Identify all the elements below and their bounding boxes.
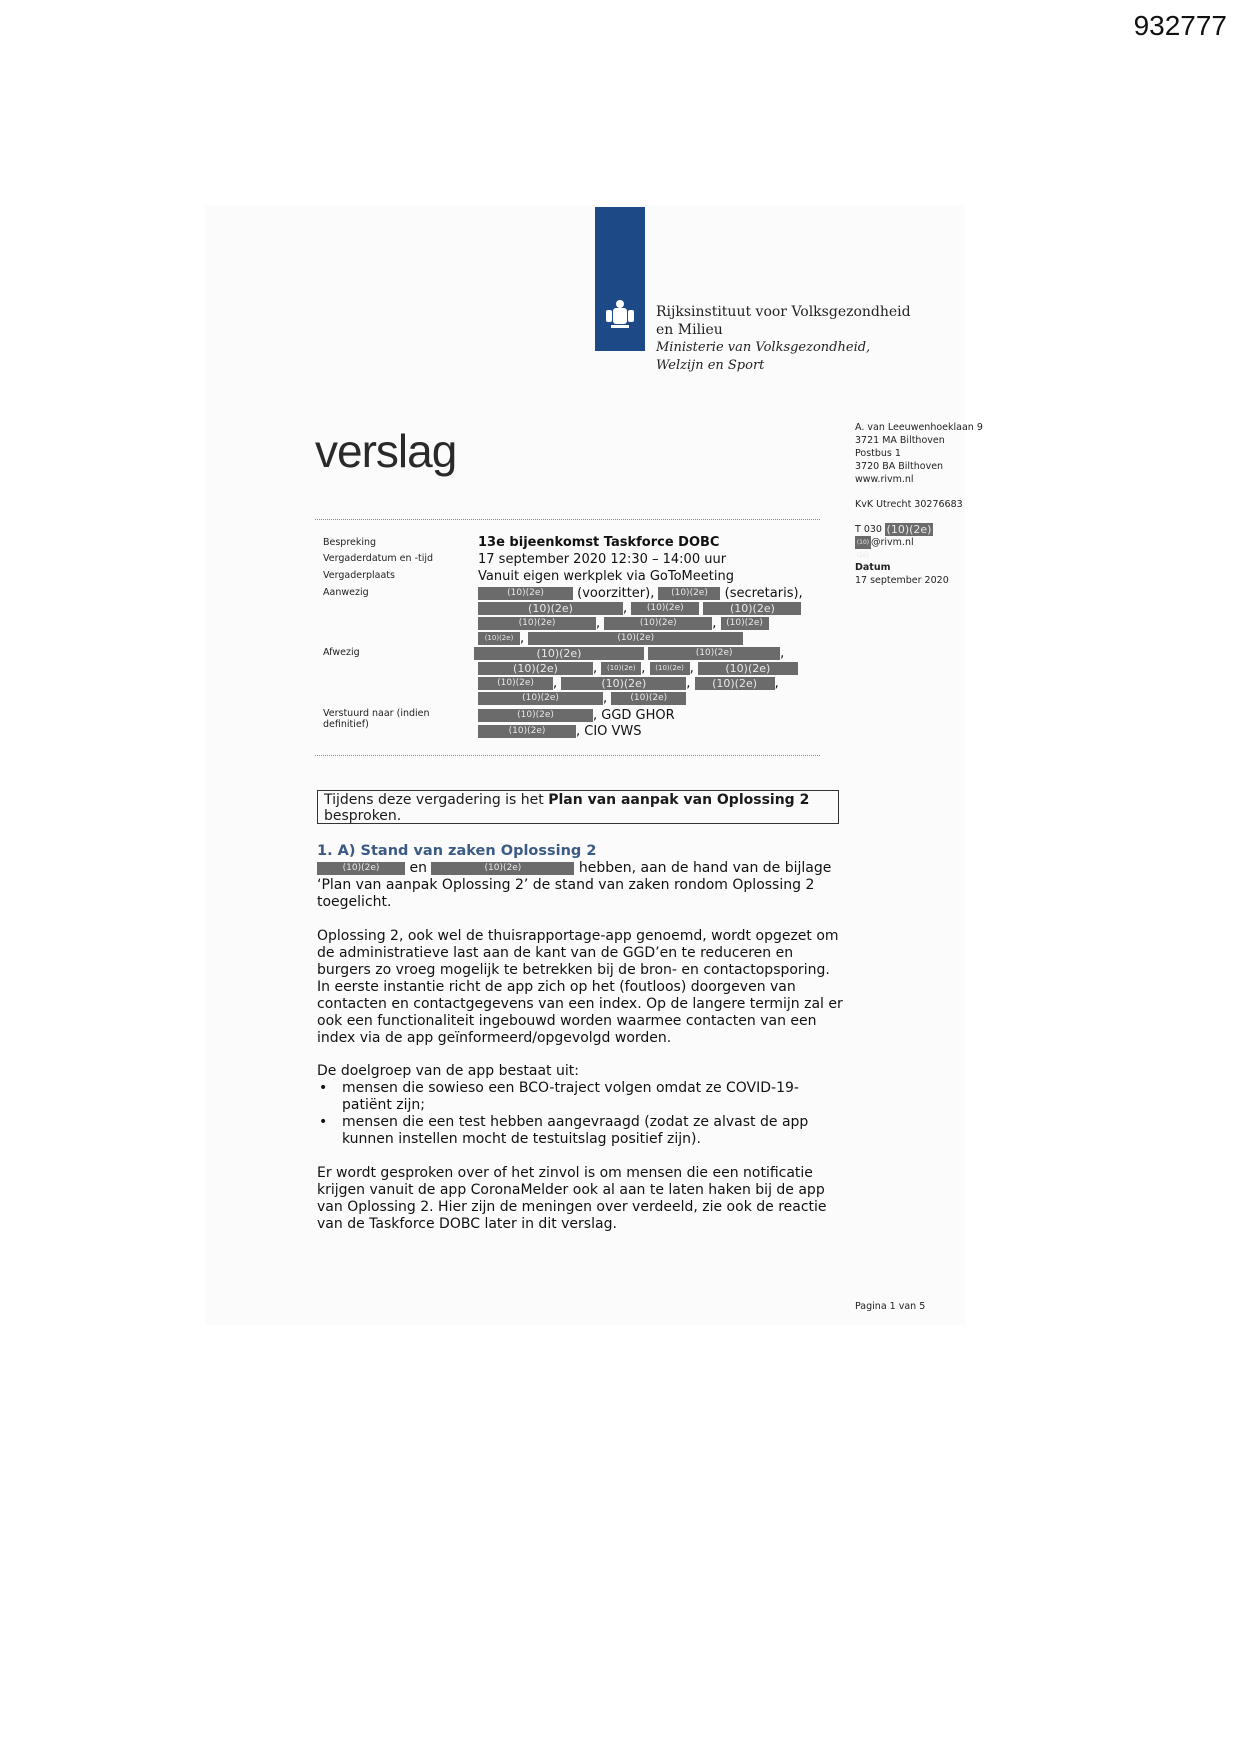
- list-item: • mensen die een test hebben aangevraagd (zodat ze alvast de app kunnen instellen mocht de testuitslag positief zijn).: [317, 1114, 847, 1148]
- redaction-block: (10)(2e): [478, 662, 593, 675]
- absent-row: [474, 646, 784, 661]
- attendees-row: [478, 631, 743, 646]
- comma: ,: [623, 601, 628, 616]
- address-line: www.rivm.nl: [855, 474, 914, 485]
- comma: ,: [593, 661, 598, 676]
- inline-text: hebben, aan de hand van de bijlage: [578, 860, 832, 876]
- label-verstuurd: Verstuurd naar (indien definitief): [323, 708, 430, 730]
- datum-label: Datum: [855, 562, 891, 573]
- redaction-block: (10)(2e): [886, 523, 932, 536]
- comma: ,: [712, 616, 717, 631]
- attendees-row: [478, 616, 769, 631]
- divider: [315, 755, 820, 756]
- paragraph-4: Er wordt gesproken over of het zinvol is om mensen die een notificatie krijgen vanuit de app CoronaMelder ook al aan te laten haken bij de app van Oplossing 2. Hier zijn de meningen over verdeeld, zie ook de reactie van de Taskforce DOBC later in dit verslag.: [317, 1165, 827, 1232]
- summary-bold: Plan van aanpak van Oplossing 2: [548, 792, 810, 808]
- redaction-block: (10)(2e): [474, 647, 644, 660]
- sent-to-row: [478, 724, 642, 739]
- list-intro: De doelgroep van de app bestaat uit:: [317, 1063, 579, 1079]
- address-block: [855, 421, 983, 587]
- role-text: (voorzitter),: [577, 586, 655, 601]
- comma: ,: [686, 676, 691, 691]
- redaction-block: (10)(2e): [528, 632, 743, 645]
- kvk-line: KvK Utrecht 30276683: [855, 499, 963, 510]
- comma: ,: [774, 676, 779, 691]
- redaction-block: (10)(2e): [478, 587, 573, 600]
- redaction-block: (10)(2e): [855, 536, 871, 549]
- comma: ,: [596, 616, 601, 631]
- paragraph-2: Oplossing 2, ook wel de thuisrapportage-app genoemd, wordt opgezet om de administratieve last aan de kant van de GGD’en te reduceren en burgers zo vroeg mogelijk te betrekken bij de bron- en contactopsporing. In eerste instantie richt de app zich op het (foutloos) doorgeven van contacten en contactgegevens van een index. Op de langere termijn zal er ook een functionaliteit ingebouwd worden waarmee contacten van een index via de app geïnformeerd/opgevolgd worden.: [317, 928, 843, 1046]
- org-line: en Milieu: [656, 322, 723, 338]
- label-aanwezig: Aanwezig: [323, 587, 369, 598]
- redaction-block: (10)(2e): [478, 709, 593, 722]
- meeting-title: 13e bijeenkomst Taskforce DOBC: [478, 535, 720, 550]
- address-line: 3720 BA Bilthoven: [855, 461, 944, 472]
- redaction-block: (10)(2e): [650, 662, 690, 675]
- paragraph-line: ‘Plan van aanpak Oplossing 2’ de stand van zaken rondom Oplossing 2: [317, 877, 815, 893]
- paragraph-line: [317, 860, 847, 877]
- meeting-location: Vanuit eigen werkplek via GoToMeeting: [478, 569, 734, 584]
- paragraph-1: [317, 860, 847, 911]
- document-number: 932777: [1133, 10, 1227, 41]
- redaction-block: (10)(2e): [561, 677, 686, 690]
- paragraph-3: [317, 1063, 847, 1148]
- email-suffix: @rivm.nl: [871, 537, 914, 548]
- org-line: Ministerie van Volksgezondheid,: [656, 340, 871, 355]
- redaction-block: (10)(2e): [703, 602, 801, 615]
- org-line: Welzijn en Sport: [656, 358, 765, 373]
- crest-icon: [602, 296, 638, 332]
- phone-prefix: T 030: [855, 524, 882, 535]
- comma: ,: [780, 646, 785, 661]
- divider: [315, 519, 820, 520]
- redaction-block: (10)(2e): [631, 602, 699, 615]
- organization-name: [656, 303, 911, 375]
- comma: ,: [520, 631, 525, 646]
- page-counter: Pagina 1 van 5: [855, 1301, 926, 1312]
- redaction-block: (10)(2e): [658, 587, 720, 600]
- comma: ,: [603, 691, 608, 706]
- absent-row: [478, 676, 779, 691]
- redaction-block: (10)(2e): [611, 692, 686, 705]
- redaction-block: (10)(2e): [478, 632, 520, 645]
- attendees-row: [478, 586, 803, 601]
- email-line: [855, 536, 983, 559]
- sent-to-row: [478, 708, 675, 723]
- redaction-block: (10)(2e): [317, 862, 405, 875]
- address-line: A. van Leeuwenhoeklaan 9: [855, 422, 983, 433]
- label-bespreking: Bespreking: [323, 537, 377, 548]
- list-item: • mensen die sowieso een BCO-traject volgen omdat ze COVID-19-patiënt zijn;: [317, 1080, 847, 1114]
- address-line: Postbus 1: [855, 448, 901, 459]
- redaction-block: (10)(2e): [431, 862, 574, 875]
- summary-text: Tijdens deze vergadering is het: [324, 792, 549, 808]
- redaction-block: (10)(2e): [695, 677, 775, 690]
- comma: ,: [641, 661, 646, 676]
- phone-line: [855, 523, 983, 536]
- redaction-block: (10)(2e): [478, 602, 623, 615]
- datum-value: 17 september 2020: [855, 575, 949, 586]
- redaction-block: (10)(2e): [698, 662, 798, 675]
- role-text: (secretaris),: [724, 586, 803, 601]
- redaction-block: (10)(2e): [604, 617, 712, 630]
- absent-row: [478, 691, 686, 706]
- section-heading: 1. A) Stand van zaken Oplossing 2: [317, 843, 597, 859]
- label-datum: Vergaderdatum en -tijd: [323, 553, 434, 564]
- redaction-block: (10)(2e): [478, 692, 603, 705]
- redaction-block: (10)(2e): [478, 725, 576, 738]
- paragraph-line: toegelicht.: [317, 894, 392, 910]
- redaction-block: (10)(2e): [601, 662, 641, 675]
- summary-box: [317, 790, 839, 824]
- redaction-block: (10)(2e): [721, 617, 769, 630]
- redaction-block: (10)(2e): [478, 677, 553, 690]
- label-plaats: Vergaderplaats: [323, 570, 395, 581]
- meeting-datetime: 17 september 2020 12:30 – 14:00 uur: [478, 552, 727, 567]
- inline-text: en: [409, 860, 427, 876]
- label-afwezig: Afwezig: [323, 647, 360, 658]
- absent-row: [478, 661, 798, 676]
- page-title: verslag: [315, 425, 457, 477]
- org-line: Rijksinstituut voor Volksgezondheid: [656, 304, 911, 320]
- comma: ,: [553, 676, 558, 691]
- attendees-row: [478, 601, 801, 616]
- address-line: 3721 MA Bilthoven: [855, 435, 945, 446]
- recipient-text: , GGD GHOR: [593, 708, 675, 723]
- recipient-text: , CIO VWS: [576, 724, 642, 739]
- redaction-block: (10)(2e): [648, 647, 780, 660]
- comma: ,: [689, 661, 694, 676]
- redaction-block: (10)(2e): [478, 617, 596, 630]
- summary-text: besproken.: [324, 808, 402, 824]
